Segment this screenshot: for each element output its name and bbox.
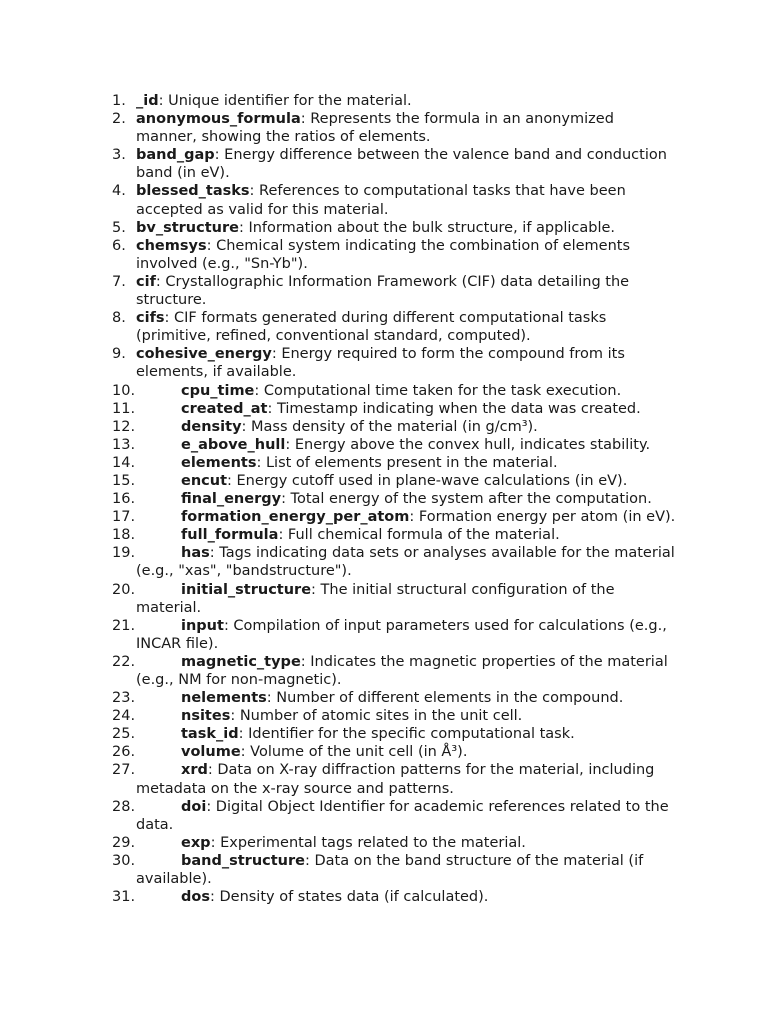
- list-item-number: 2.: [112, 111, 126, 128]
- field-name: cif: [136, 273, 156, 290]
- field-description: : References to computational tasks that have been accepted as valid for this material.: [136, 183, 626, 218]
- list-item: [0, 219, 768, 237]
- list-item-text: [136, 725, 676, 743]
- list-item: [0, 146, 768, 182]
- field-name: cpu_time: [181, 382, 255, 399]
- list-item: [0, 490, 768, 508]
- field-name: dos: [181, 889, 210, 906]
- list-item-text: [136, 888, 676, 906]
- list-item-text: [136, 526, 676, 544]
- list-item-text: [136, 219, 676, 237]
- field-description: : Mass density of the material (in g/cm³).: [241, 418, 538, 435]
- list-item-text: [136, 852, 676, 888]
- field-description: : Total energy of the system after the computation.: [281, 491, 652, 508]
- field-name: e_above_hull: [181, 436, 286, 453]
- list-item-text: [136, 454, 676, 472]
- list-item-text: [136, 798, 676, 834]
- list-item-number: 10.: [112, 382, 136, 399]
- list-item: [0, 761, 768, 797]
- field-description: : Density of states data (if calculated).: [209, 889, 489, 906]
- list-item-text: [136, 345, 676, 381]
- list-item: [0, 544, 768, 580]
- list-item-text: [136, 436, 676, 454]
- field-name: task_id: [181, 726, 239, 743]
- list-item-number: 14.: [112, 454, 136, 471]
- list-item-number: 4.: [112, 183, 126, 200]
- field-description: : Timestamp indicating when the data was created.: [267, 400, 641, 417]
- list-item: [0, 508, 768, 526]
- list-item-number: 15.: [112, 472, 136, 489]
- list-item-number: 8.: [112, 310, 126, 327]
- list-item: [0, 852, 768, 888]
- field-name: initial_structure: [181, 581, 312, 598]
- list-item-text: [136, 418, 676, 436]
- list-item-number: 6.: [112, 237, 126, 254]
- list-item: [0, 834, 768, 852]
- list-item-number: 25.: [112, 726, 136, 743]
- list-item-number: 30.: [112, 852, 136, 869]
- list-item-number: 20.: [112, 581, 136, 598]
- field-name: band_structure: [181, 852, 305, 869]
- field-name: band_gap: [136, 147, 215, 164]
- field-name: bv_structure: [136, 219, 239, 236]
- field-description: : CIF formats generated during different computational tasks (primitive, refined, conventional standard, computed).: [136, 310, 607, 345]
- list-item-text: [136, 146, 676, 182]
- field-description: : Energy cutoff used in plane-wave calculations (in eV).: [227, 472, 628, 489]
- list-item-number: 19.: [112, 545, 136, 562]
- list-item-number: 28.: [112, 798, 136, 815]
- list-item: [0, 472, 768, 490]
- field-name: has: [181, 545, 210, 562]
- list-item: [0, 653, 768, 689]
- field-description: : Number of atomic sites in the unit cell.: [230, 708, 523, 725]
- list-item-text: [136, 743, 676, 761]
- field-description: : Computational time taken for the task execution.: [254, 382, 622, 399]
- field-description: : Digital Object Identifier for academic references related to the data.: [136, 798, 669, 833]
- field-name: formation_energy_per_atom: [181, 509, 410, 526]
- list-item-number: 26.: [112, 744, 136, 761]
- field-name: nsites: [181, 708, 231, 725]
- list-item-text: [136, 544, 676, 580]
- field-name: _id: [136, 93, 159, 109]
- list-item-number: 1.: [112, 93, 126, 109]
- list-item-text: [136, 834, 676, 852]
- list-item: [0, 400, 768, 418]
- field-list: [0, 92, 768, 906]
- field-description: : List of elements present in the material.: [256, 454, 558, 471]
- list-item-number: 29.: [112, 834, 136, 851]
- field-description: : Information about the bulk structure, if applicable.: [238, 219, 616, 236]
- field-name: input: [181, 617, 224, 634]
- field-description: : Data on the band structure of the material (if available).: [136, 852, 644, 888]
- field-description: : Full chemical formula of the material.: [278, 527, 560, 544]
- field-description: : Number of different elements in the compound.: [266, 690, 624, 707]
- list-item-number: 24.: [112, 708, 136, 725]
- list-item-number: 18.: [112, 527, 136, 544]
- list-item-number: 17.: [112, 509, 136, 526]
- field-name: magnetic_type: [181, 653, 301, 670]
- field-description: : Indicates the magnetic properties of the material (e.g., NM for non-magnetic).: [136, 653, 668, 688]
- field-name: doi: [181, 798, 207, 815]
- list-item: [0, 888, 768, 906]
- field-name: cifs: [136, 310, 165, 327]
- list-item: [0, 237, 768, 273]
- list-item-number: 21.: [112, 617, 136, 634]
- list-item-text: [136, 273, 676, 309]
- list-item-number: 7.: [112, 273, 126, 290]
- list-item-text: [136, 92, 676, 110]
- field-description: : Crystallographic Information Framework (CIF) data detailing the structure.: [136, 273, 630, 309]
- list-item: [0, 581, 768, 617]
- field-description: : Volume of the unit cell (in Å³).: [240, 744, 468, 761]
- field-name: created_at: [181, 400, 268, 417]
- list-item-text: [136, 581, 676, 617]
- list-item-text: [136, 472, 676, 490]
- field-name: anonymous_formula: [136, 111, 301, 128]
- list-item-number: 22.: [112, 653, 136, 670]
- list-item-number: 5.: [112, 219, 126, 236]
- field-description: : Energy above the convex hull, indicates stability.: [285, 436, 651, 453]
- list-item: [0, 418, 768, 436]
- field-name: xrd: [181, 762, 208, 779]
- list-item-number: 16.: [112, 491, 136, 508]
- field-name: density: [181, 418, 242, 435]
- field-name: exp: [181, 834, 211, 851]
- list-item-text: [136, 689, 676, 707]
- field-description: : Energy required to form the compound from its elements, if available.: [136, 346, 625, 381]
- list-item-number: 11.: [112, 400, 136, 417]
- field-description: : Compilation of input parameters used for calculations (e.g., INCAR file).: [136, 617, 667, 652]
- field-description: : Experimental tags related to the material.: [210, 834, 526, 851]
- field-description: : Energy difference between the valence band and conduction band (in eV).: [136, 147, 667, 182]
- list-item: [0, 454, 768, 472]
- list-item-text: [136, 707, 676, 725]
- field-description: : Tags indicating data sets or analyses available for the material (e.g., "xas", "bandstructure").: [136, 545, 675, 580]
- field-name: encut: [181, 472, 228, 489]
- list-item: [0, 382, 768, 400]
- list-item: [0, 345, 768, 381]
- list-item-number: 9.: [112, 346, 126, 363]
- field-description: : Formation energy per atom (in eV).: [409, 509, 676, 526]
- list-item: [0, 436, 768, 454]
- list-item-number: 27.: [112, 762, 136, 779]
- list-item: [0, 743, 768, 761]
- list-item-text: [136, 237, 676, 273]
- field-description: : Identifier for the specific computational task.: [238, 726, 575, 743]
- field-name: nelements: [181, 690, 267, 707]
- list-item: [0, 689, 768, 707]
- list-item-number: 13.: [112, 436, 136, 453]
- list-item-number: 23.: [112, 690, 136, 707]
- field-description: : Represents the formula in an anonymized manner, showing the ratios of elements.: [136, 111, 614, 146]
- list-item-text: [136, 382, 676, 400]
- list-item-number: 12.: [112, 418, 136, 435]
- list-item-text: [136, 490, 676, 508]
- list-item-text: [136, 653, 676, 689]
- list-item: [0, 526, 768, 544]
- list-item-text: [136, 761, 676, 797]
- field-description: : Data on X-ray diffraction patterns for the material, including metadata on the x-ray source and patterns.: [136, 762, 655, 797]
- list-item: [0, 798, 768, 834]
- list-item: [0, 617, 768, 653]
- field-name: chemsys: [136, 237, 207, 254]
- list-item: [0, 110, 768, 146]
- field-name: final_energy: [181, 491, 282, 508]
- list-item-number: 31.: [112, 889, 136, 906]
- list-item: [0, 92, 768, 110]
- field-description: : Chemical system indicating the combination of elements involved (e.g., "Sn-Yb").: [136, 237, 631, 272]
- list-item: [0, 725, 768, 743]
- list-item: [0, 182, 768, 218]
- list-item: [0, 273, 768, 309]
- list-item-text: [136, 309, 676, 345]
- field-description: : The initial structural configuration of the material.: [136, 581, 615, 616]
- field-name: full_formula: [181, 527, 279, 544]
- list-item-text: [136, 182, 676, 218]
- list-item: [0, 707, 768, 725]
- field-name: volume: [181, 744, 241, 761]
- list-item-text: [136, 508, 676, 526]
- list-item-text: [136, 617, 676, 653]
- list-item-number: 3.: [112, 147, 126, 164]
- field-description: : Unique identifier for the material.: [158, 93, 412, 109]
- field-name: elements: [181, 454, 257, 471]
- field-name: blessed_tasks: [136, 183, 250, 200]
- list-item-text: [136, 110, 676, 146]
- field-name: cohesive_energy: [136, 346, 272, 363]
- list-item-text: [136, 400, 676, 418]
- list-item: [0, 309, 768, 345]
